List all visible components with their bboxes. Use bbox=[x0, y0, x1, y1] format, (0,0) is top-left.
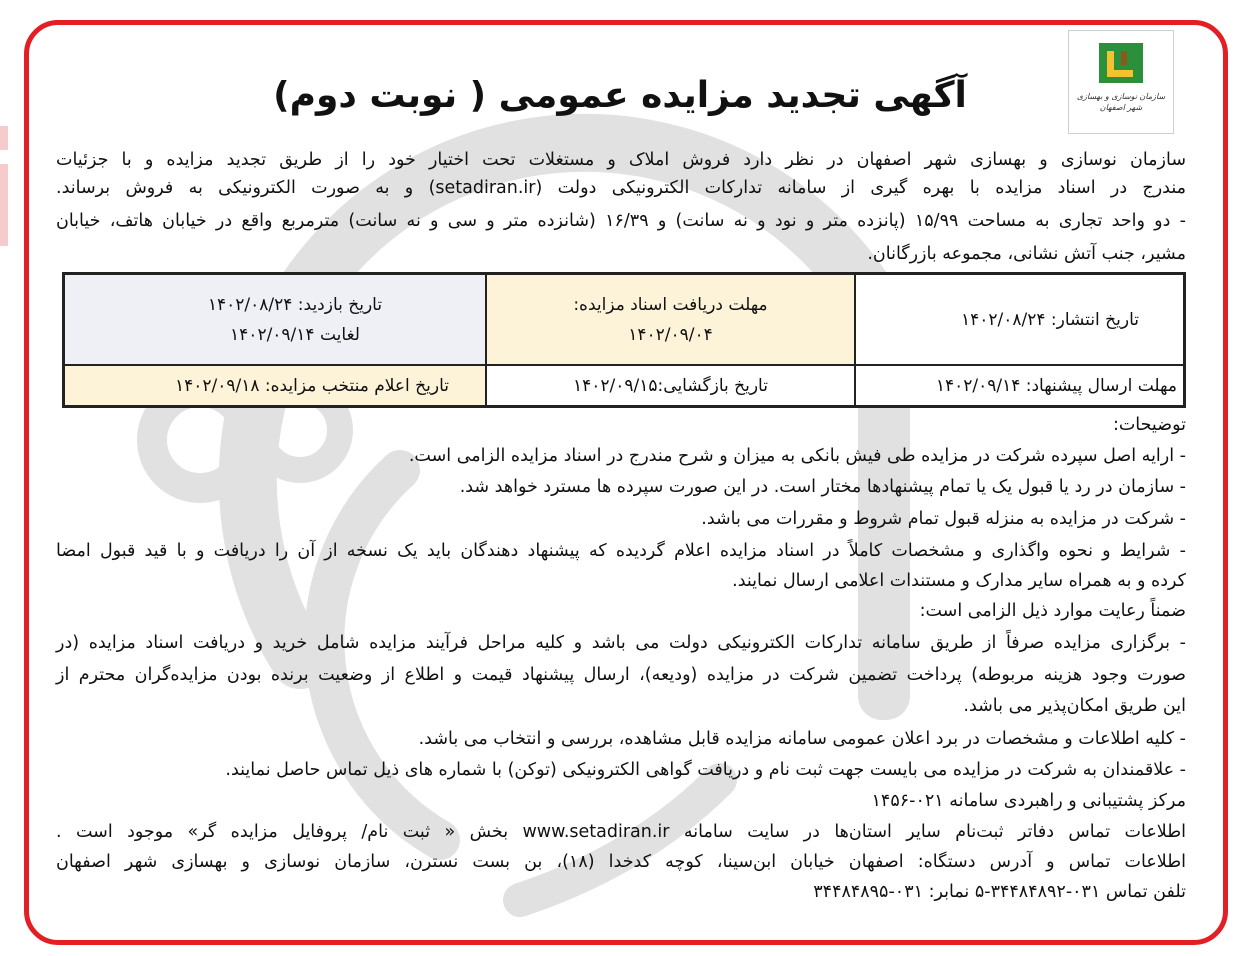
notes-line: - علاقمندان به شرکت در مزایده می بایست جهت ثبت نام و دریافت گواهی الکترونیکی (توکن) با شماره های ذیل تماس حاصل نمایند. bbox=[225, 760, 1186, 780]
phone-fax-line: تلفن تماس ۰۳۱-۳۴۴۸۴۸۹۲-۵ نمابر: ۰۳۱-۳۴۴۸۴۸۹۵ bbox=[813, 882, 1186, 902]
notes-line: - شرکت در مزایده به منزله قبول تمام شروط و مقررات می باشد. bbox=[701, 509, 1186, 529]
documents-deadline-date: ۱۴۰۲/۰۹/۰۴ bbox=[628, 324, 713, 345]
intro-line: - دو واحد تجاری به مساحت ۱۵/۹۹ (پانزده متر و نود و نه سانت) و ۱۶/۳۹ (شانزده متر و سی و نه سانت) مترمربع واقع در خیابان هاتف، خیابان bbox=[56, 211, 1186, 231]
notes-line: - کلیه اطلاعات و مشخصات در برد اعلان عمومی سامانه مزایده قابل مشاهده، بررسی و انتخاب می باشد. bbox=[418, 729, 1186, 749]
intro-line: سازمان نوسازی و بهسازی شهر اصفهان در نظر دارد فروش املاک و مستغلات تحت اختیار خود را از طریق تجدید مزایده و با جزئیات bbox=[56, 150, 1186, 170]
notes-line: کرده و به همراه سایر مدارک و مستندات اعلامی ارسال نمایند. bbox=[732, 571, 1186, 591]
notes-line: این طریق امکان‌پذیر می باشد. bbox=[963, 696, 1186, 716]
opening-date-cell bbox=[486, 365, 855, 406]
bid-deadline-cell bbox=[855, 365, 1184, 406]
address-line: اطلاعات تماس و آدرس دستگاه: اصفهان خیابان ابن‌سینا، کوچه کدخدا (۱۸)، بن بست نسترن، سازمان نوسازی و بهسازی شهر اصفهان bbox=[56, 852, 1186, 872]
opening-date: تاریخ بازگشایی:۱۴۰۲/۰۹/۱۵ bbox=[573, 375, 768, 396]
bid-deadline: مهلت ارسال پیشنهاد: ۱۴۰۲/۰۹/۱۴ bbox=[935, 375, 1177, 396]
logo-org-name: سازمان نوسازی و بهسازی شهر اصفهان bbox=[1076, 92, 1166, 112]
support-center-line: مرکز پشتیبانی و راهبردی سامانه ۰۲۱-۱۴۵۶ bbox=[871, 791, 1186, 811]
visit-period-cell bbox=[64, 274, 486, 365]
documents-deadline-cell bbox=[486, 274, 855, 365]
edge-mark bbox=[0, 164, 8, 246]
intro-line: مشیر، جنب آتش نشانی، مجموعه بازرگانان. bbox=[867, 244, 1186, 264]
notes-line: صورت وجود هزینه مربوطه) پرداخت تضمین شرکت در مزایده (ودیعه)، ارسال پیشنهاد قیمت و اطلاع از وضعیت برنده بودن مزایده‌گران محترم از bbox=[56, 665, 1186, 685]
winner-announcement-cell bbox=[64, 365, 486, 406]
documents-deadline-label: مهلت دریافت اسناد مزایده: bbox=[573, 294, 768, 315]
publish-date: تاریخ انتشار: ۱۴۰۲/۰۸/۲۴ bbox=[960, 309, 1139, 330]
notes-heading: توضیحات: bbox=[1112, 415, 1186, 435]
notes-line: - برگزاری مزایده صرفاً از طریق سامانه تدارکات الکترونیکی دولت می باشد و کلیه مراحل فرآیند مزایده شامل خرید و دریافت اسناد مزایده (در bbox=[56, 633, 1186, 653]
visit-until: لغایت ۱۴۰۲/۰۹/۱۴ bbox=[230, 324, 360, 345]
notice-title: آگهی تجدید مزایده عمومی ( نوبت دوم) bbox=[273, 75, 967, 116]
organization-logo-icon bbox=[1099, 43, 1143, 83]
notes-line: ضمناً رعایت موارد ذیل الزامی است: bbox=[919, 601, 1186, 621]
notes-line: - ارایه اصل سپرده شرکت در مزایده طی فیش بانکی به میزان و شرح مندرج در اسناد مزایده الزامی است. bbox=[408, 446, 1186, 466]
visit-from: تاریخ بازدید: ۱۴۰۲/۰۸/۲۴ bbox=[207, 294, 383, 315]
organization-logo bbox=[1068, 30, 1174, 134]
notes-line: - شرایط و نحوه واگذاری و مشخصات کاملاً در اسناد مزایده اعلام گردیده که پیشنهاد دهندگان باید یک نسخه از آن را دریافت و با قید قبول امضا bbox=[56, 541, 1186, 561]
schedule-table bbox=[62, 272, 1186, 408]
notes-line: - سازمان در رد یا قبول یک یا تمام پیشنهادها مختار است. در این صورت سپرده ها مسترد خواهد شد. bbox=[459, 477, 1186, 497]
winner-announcement: تاریخ اعلام منتخب مزایده: ۱۴۰۲/۰۹/۱۸ bbox=[174, 375, 449, 396]
publish-date-cell bbox=[855, 274, 1184, 365]
registration-offices-line: اطلاعات تماس دفاتر ثبت‌نام سایر استان‌ها در سایت سامانه www.setadiran.ir بخش « ثبت نام/ پروفایل مزایده گر» موجود است . bbox=[56, 822, 1186, 842]
intro-line: مندرج در اسناد مزایده با بهره گیری از سامانه تدارکات الکترونیکی دولت (setadiran.ir) و به صورت الکترونیکی به فروش برساند. bbox=[56, 178, 1187, 198]
edge-mark bbox=[0, 126, 8, 150]
